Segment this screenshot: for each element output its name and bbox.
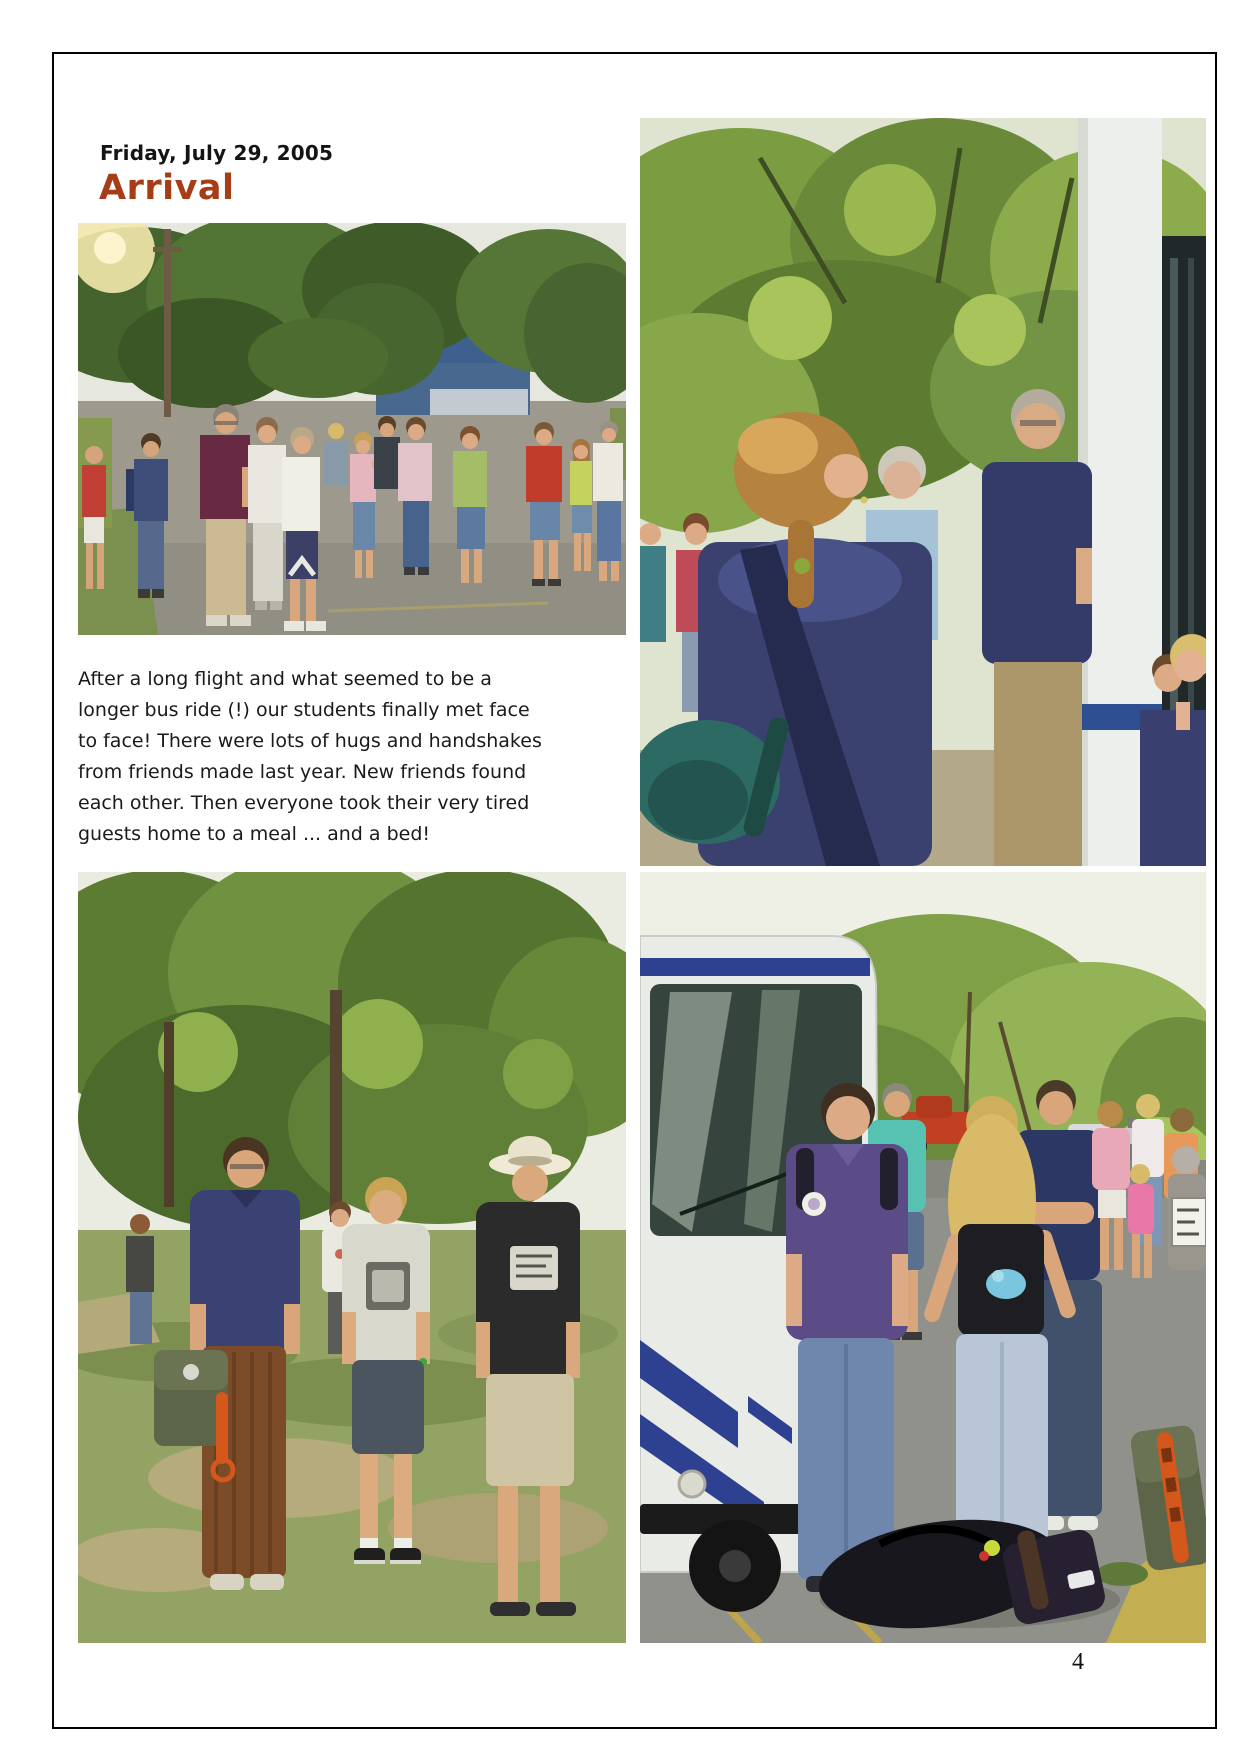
photo-bus-unloading-image	[640, 872, 1206, 1643]
photo-bus-unloading	[640, 872, 1206, 1643]
paragraph-line: longer bus ride (!) our students finally met face	[78, 699, 530, 721]
person-purple-polo-girl	[786, 1083, 908, 1592]
paragraph-line: to face! There were lots of hugs and handshakes	[78, 730, 542, 752]
photo-three-boys-image	[78, 872, 626, 1643]
photo-host-families-image	[78, 223, 626, 635]
person-denim-skirt	[593, 421, 623, 581]
paragraph-line: each other. Then everyone took their very tired	[78, 792, 530, 814]
photo-students-greeting	[640, 118, 1206, 866]
person-white-blouse	[248, 417, 286, 610]
person-maroon-polo	[200, 404, 253, 626]
photo-host-families	[78, 223, 626, 635]
paragraph-line: guests home to a meal ... and a bed!	[78, 823, 430, 845]
date-heading: Friday, July 29, 2005	[100, 141, 334, 165]
page-number: 4	[1072, 1649, 1084, 1675]
paragraph-line: After a long flight and what seemed to be a	[78, 668, 492, 690]
photo-students-greeting-image	[640, 118, 1206, 866]
page-title: Arrival	[99, 168, 235, 208]
white-sign	[1172, 1198, 1206, 1246]
article-paragraph	[78, 664, 542, 850]
photo-three-boys	[78, 872, 626, 1643]
paragraph-line: from friends made last year. New friends found	[78, 761, 527, 783]
